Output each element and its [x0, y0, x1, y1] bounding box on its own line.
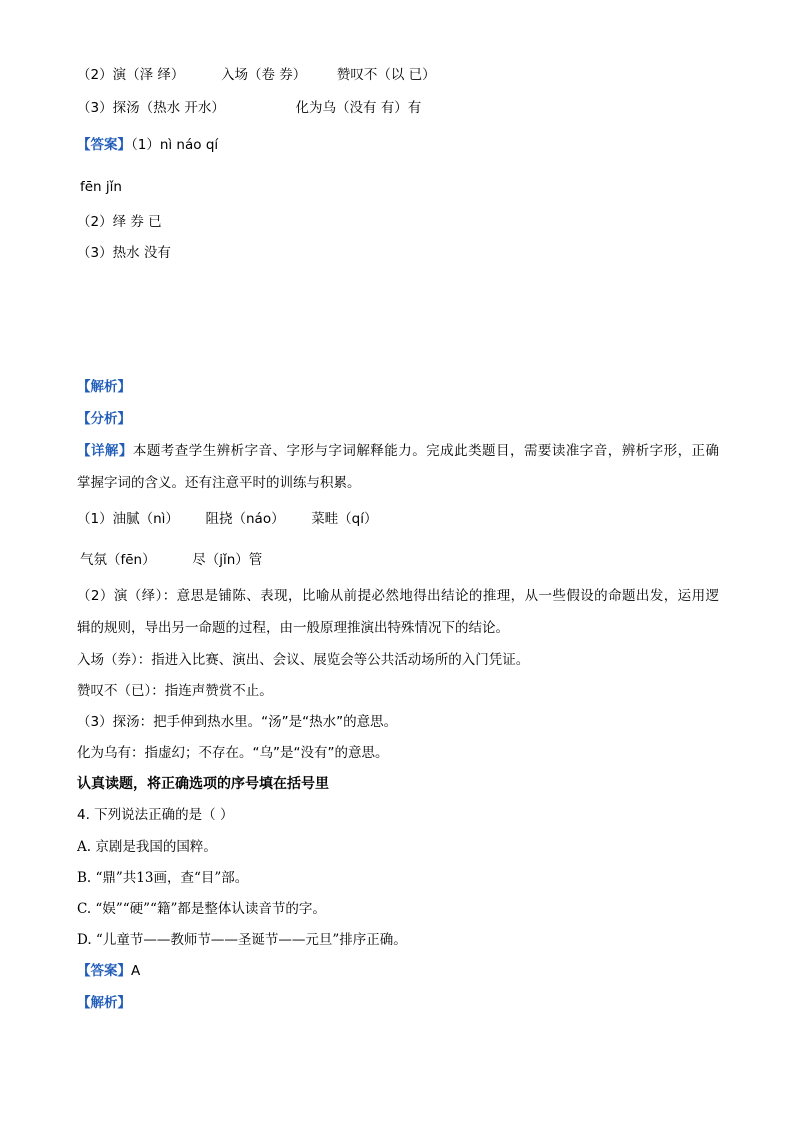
q3-answer-line-1 [77, 136, 218, 154]
q4-option-a: A. 京剧是我国的国粹。 [77, 839, 217, 855]
q3-option-2-2: 入场（卷 券） [220, 67, 307, 83]
q3-option-3-1: （3）探汤（热水 开水） [77, 100, 225, 116]
q4-answer-tag: 【答案】 [77, 963, 131, 979]
q4-option-d: D. “儿童节——教师节——圣诞节——元旦”排序正确。 [77, 932, 407, 948]
xiangjie-line-2: 掌握字词的含义。还有注意平时的训练与积累。 [77, 475, 361, 491]
section-heading: 认真读题，将正确选项的序号填在括号里 [77, 776, 329, 792]
q4-answer-line [77, 962, 140, 980]
q3-answer-1: （1）nì náo qí [131, 137, 219, 153]
pinyin-word-1: （1）油腻（nì） [77, 511, 179, 527]
q4-analysis-tag: 【解析】 [77, 995, 131, 1011]
fenxi-tag: 【分析】 [77, 411, 131, 427]
pinyin-line-1 [77, 510, 378, 528]
q4-option-c: C. “娱”“硬”“籍”都是整体认读音节的字。 [77, 901, 326, 917]
q3-answer-line-2: fēn jǐn [80, 179, 122, 195]
xiangjie-tag: 【详解】 [77, 443, 133, 459]
pinyin-word-3: 菜畦（qí） [311, 511, 378, 527]
xiangjie-text-1: 本题考查学生辨析字音、字形与字词解释能力。完成此类题目，需要读准字音，辨析字形，正确 [132, 443, 720, 459]
xiangjie-line-1 [77, 442, 719, 460]
analysis-tag: 【解析】 [77, 379, 131, 395]
pinyin-line-2 [80, 551, 262, 569]
q3-option-3-2: 化为乌（没有 有）有 [295, 100, 422, 116]
q4-option-b: B. “鼎”共13画，查“目”部。 [77, 870, 249, 886]
explanation-2-line-3: 入场（券）：指进入比赛、演出、会议、展览会等公共活动场所的入门凭证。 [77, 652, 530, 668]
pinyin-word-2: 阻挠（náo） [205, 511, 285, 527]
q4-answer-value: A [131, 963, 141, 979]
q3-option-2-3: 赞叹不（以 已） [336, 67, 436, 83]
q3-answer-line-3: （2）绎 券 已 [77, 214, 162, 230]
answer-tag: 【答案】 [77, 137, 131, 153]
explanation-2-line-1: （2）演（绎）：意思是铺陈、表现，比喻从前提必然地得出结论的推理，从一些假设的命题出发，运用逻 [77, 588, 719, 604]
q3-option-line-2 [77, 66, 436, 84]
explanation-3-line-1: （3）探汤：把手伸到热水里。“汤”是“热水”的意思。 [77, 714, 398, 730]
explanation-2-line-4: 赞叹不（已）：指连声赞赏不止。 [77, 683, 273, 699]
pinyin-word-5: 尽（jǐn）管 [192, 552, 263, 568]
q3-answer-line-4: （3）热水 没有 [77, 245, 171, 261]
pinyin-word-4: 气氛（fēn） [80, 552, 156, 568]
q4-stem: 4. 下列说法正确的是（ ） [77, 807, 234, 823]
explanation-3-line-2: 化为乌有：指虚幻；不存在。“乌”是“没有”的意思。 [77, 745, 389, 761]
q3-option-line-3 [77, 99, 421, 117]
explanation-2-line-2: 辑的规则，导出另一命题的过程，由一般原理推演出特殊情况下的结论。 [77, 620, 509, 636]
q3-option-2-1: （2）演（泽 绎） [77, 67, 185, 83]
